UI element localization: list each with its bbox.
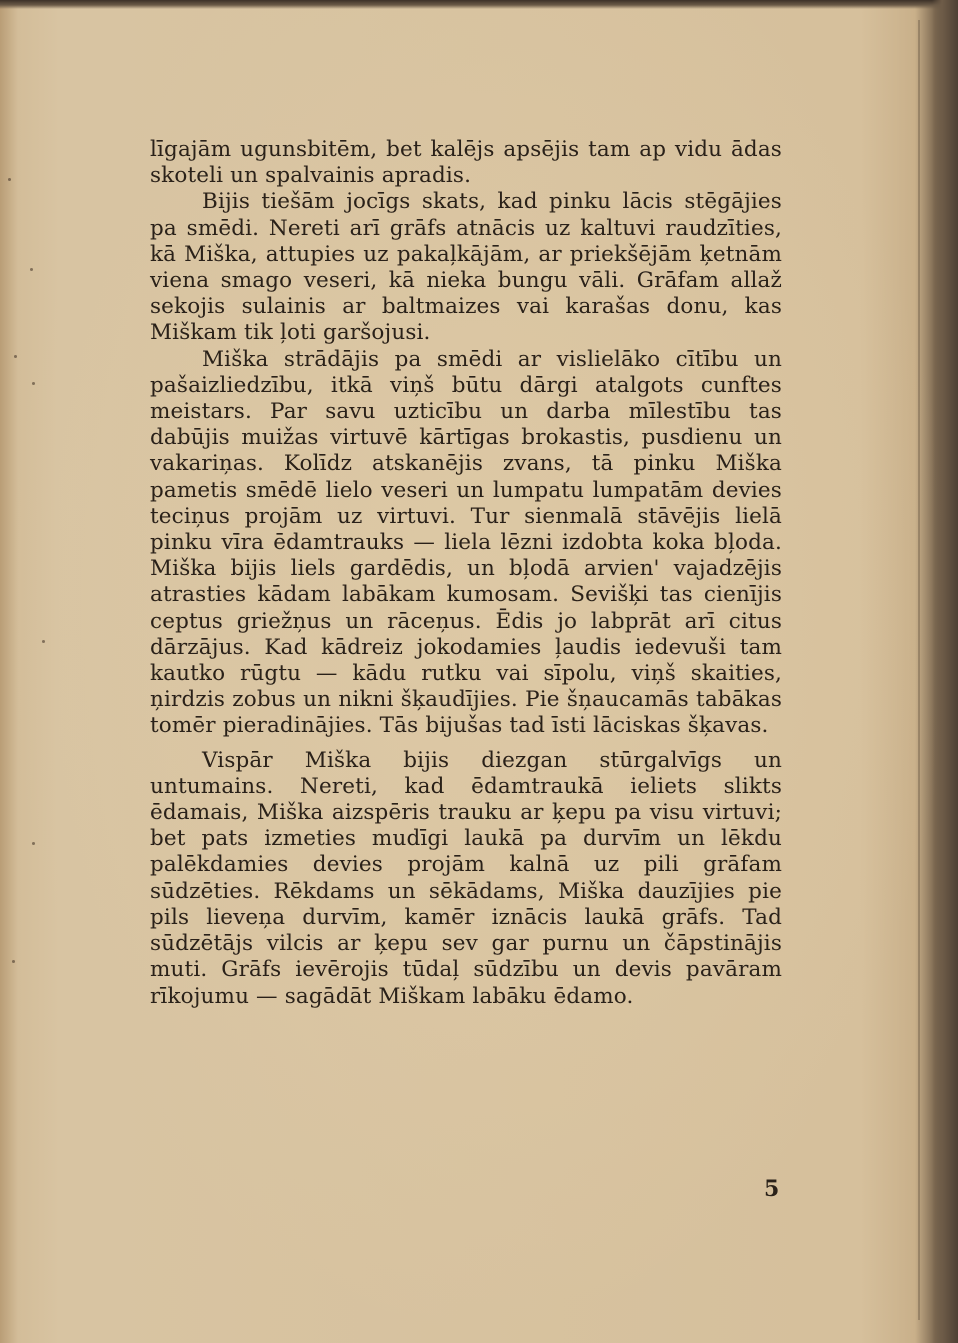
paragraph-gap <box>150 740 782 748</box>
paper-speck <box>32 382 35 385</box>
page-top-shadow <box>0 0 958 9</box>
paper-speck <box>8 178 11 181</box>
page-binding-edge <box>932 0 958 1343</box>
paper-speck <box>30 268 33 271</box>
spine-crease <box>918 20 920 1320</box>
paper-speck <box>42 640 45 643</box>
paragraph-3: Miška strādājis pa smēdi ar vislielāko cītību un pašaizliedzību, itkā viņš būtu dārgi atalgots cunftes meistars. Par savu uzticību un darba mīlestību tas dabūjis muižas virtuvē kārtīgas brokastis, pusdienu un vakariņas. Kolīdz atskanējis zvans, tā pinku Miška pametis smēdē lielo veseri un lumpatu lumpatām devies teciņus projām uz virtuvi. Tur sienmalā stāvējis lielā pinku vīra ēdamtrauks — liela lēzni izdobta koka bļoda. Miška bijis liels gardēdis, un bļodā arvien' vajadzējis atrasties kādam labākam kumosam. Sevišķi tas cienījis ceptus griežņus un rāceņus. Ēdis jo labprāt arī citus dārzājus. Kad kādreiz jokodamies ļaudis iedevuši tam kautko rūgtu — kādu rutku vai sīpolu, viņš skaities, ņirdzis zobus un nikni šķaudījies. Pie šņaucamās tabākas tomēr pieradinājies. Tās bijušas tad īsti lāciskas šķavas. <box>150 346 782 739</box>
paragraph-2: Bijis tiešām jocīgs skats, kad pinku lācis stēgājies pa smēdi. Nereti arī grāfs atnācis uz kaltuvi raudzīties, kā Miška, attupies uz pakaļkājām, ar priekšējām ķetnām viena smago veseri, kā nieka bungu vāli. Grāfam allaž sekojis sulainis ar baltmaizes vai karašas donu, kas Miškam tik ļoti garšojusi. <box>150 189 782 346</box>
paragraph-4: Vispār Miška bijis diezgan stūrgalvīgs un untumains. Nereti, kad ēdamtraukā ieliets slikts ēdamais, Miška aizspēris trauku ar ķepu pa visu virtuvi; bet pats izmeties mudīgi laukā pa durvīm un lēkdu palēkdamies devies projām kalnā uz pili grāfam sūdzēties. Rēkdams un sēkādams, Miška dauzījies pie pils lieveņa durvīm, kamēr iznācis laukā grāfs. Tad sūdzētājs vilcis ar ķepu sev gar purnu un čāpstinājis muti. Grāfs ievērojis tūdaļ sūdzību un devis pavāram rīkojumu — sagādāt Miškam labāku ēdamo. <box>150 747 782 1009</box>
paragraph-1: līgajām ugunsbitēm, bet kalējs apsējis tam ap vidu ādas skoteli un spalvainis apradis. <box>150 137 782 189</box>
paper-speck <box>14 355 17 358</box>
body-text <box>150 137 782 1010</box>
paper-speck <box>12 960 15 963</box>
paper-speck <box>32 842 35 845</box>
page-number: 5 <box>764 1176 780 1202</box>
